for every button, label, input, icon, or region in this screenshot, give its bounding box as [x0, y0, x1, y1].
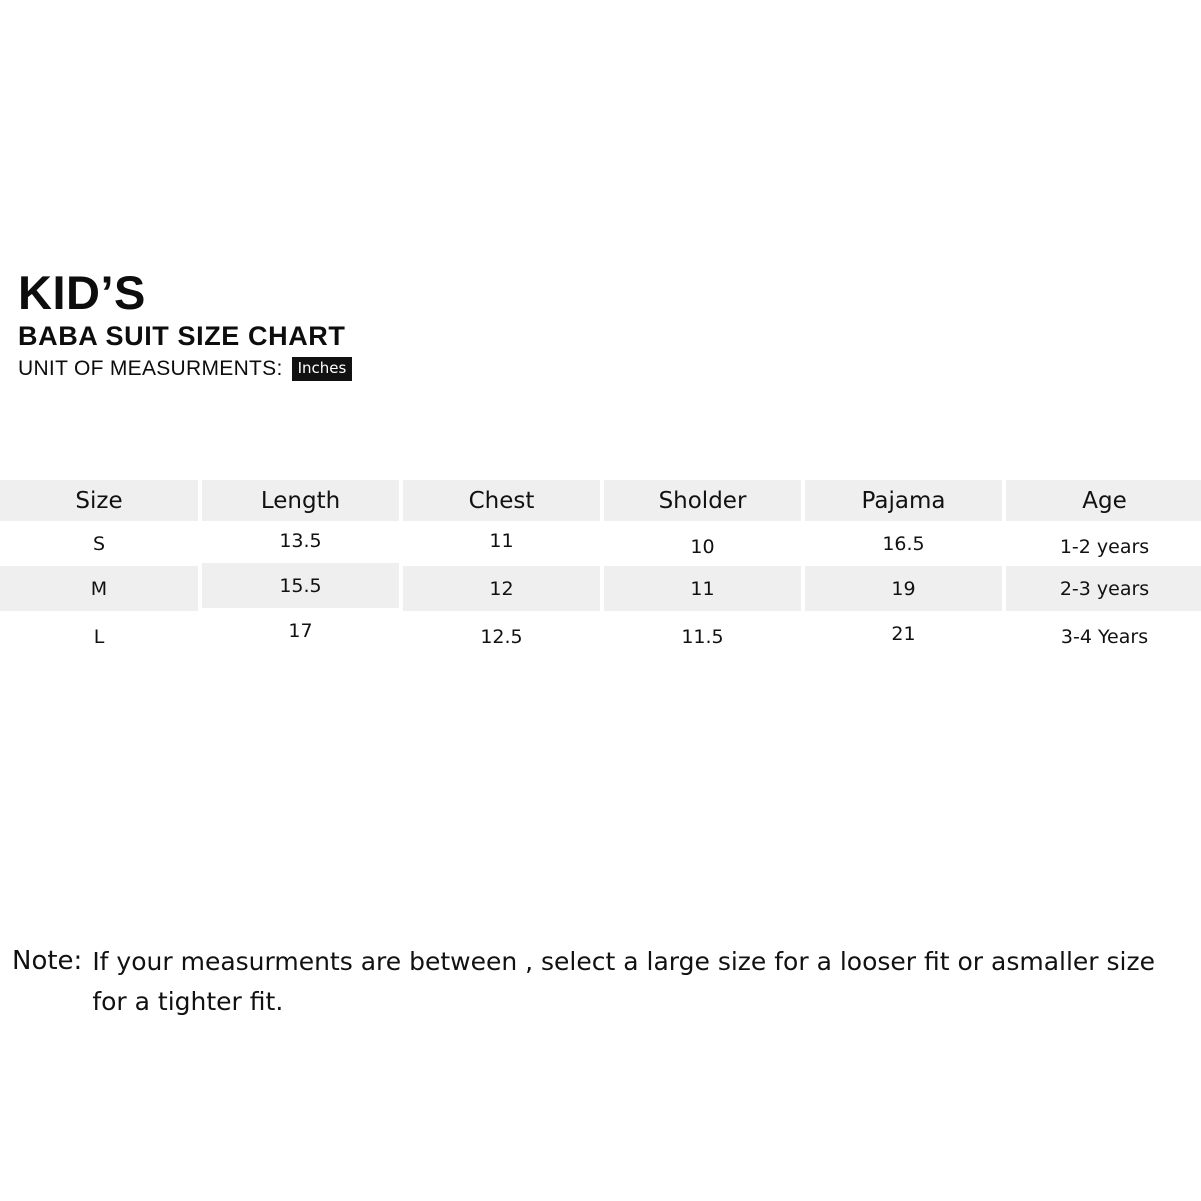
cell-age: 1-2 years	[1004, 524, 1201, 569]
cell-pajama: 16.5	[803, 521, 1004, 566]
page-subtitle: BABA SUIT SIZE CHART	[18, 321, 346, 351]
unit-of-measurement	[18, 357, 718, 381]
page-title: KID’S	[18, 266, 146, 319]
cell-chest: 12	[401, 566, 602, 611]
note	[12, 942, 1187, 1022]
cell-pajama: 21	[803, 611, 1004, 656]
size-chart-table	[0, 480, 1201, 656]
table-header-row	[0, 480, 1201, 521]
table-header	[0, 480, 1201, 521]
unit-label: UNIT OF MEASURMENTS:	[18, 357, 283, 380]
cell-chest: 11	[401, 518, 602, 563]
table-body	[0, 521, 1201, 656]
column-header-pajama: Pajama	[803, 480, 1004, 521]
column-header-chest: Chest	[401, 480, 602, 521]
cell-size: L	[0, 614, 200, 659]
table-row	[0, 521, 1201, 566]
table-row	[0, 611, 1201, 656]
title-block	[18, 268, 718, 381]
column-header-age: Age	[1004, 480, 1201, 521]
size-chart-table-wrapper	[0, 480, 1183, 656]
column-header-sholder: Sholder	[602, 480, 803, 521]
cell-sholder: 11	[602, 566, 803, 611]
table-row	[0, 566, 1201, 611]
cell-sholder: 11.5	[602, 614, 803, 659]
note-text: If your measurments are between , select a large size for a looser fit or asmaller size for a tighter fit.	[92, 947, 1156, 1016]
cell-sholder: 10	[602, 524, 803, 569]
cell-age: 3-4 Years	[1004, 614, 1201, 659]
cell-size: M	[0, 566, 200, 611]
cell-size: S	[0, 521, 200, 566]
note-label: Note:	[12, 946, 83, 976]
cell-length: 13.5	[200, 518, 401, 563]
cell-pajama: 19	[803, 566, 1004, 611]
cell-age: 2-3 years	[1004, 566, 1201, 611]
cell-length: 17	[200, 608, 401, 653]
unit-badge: Inches	[292, 357, 353, 381]
column-header-length: Length	[200, 480, 401, 521]
column-header-size: Size	[0, 480, 200, 521]
cell-chest: 12.5	[401, 614, 602, 659]
cell-length: 15.5	[200, 563, 401, 608]
